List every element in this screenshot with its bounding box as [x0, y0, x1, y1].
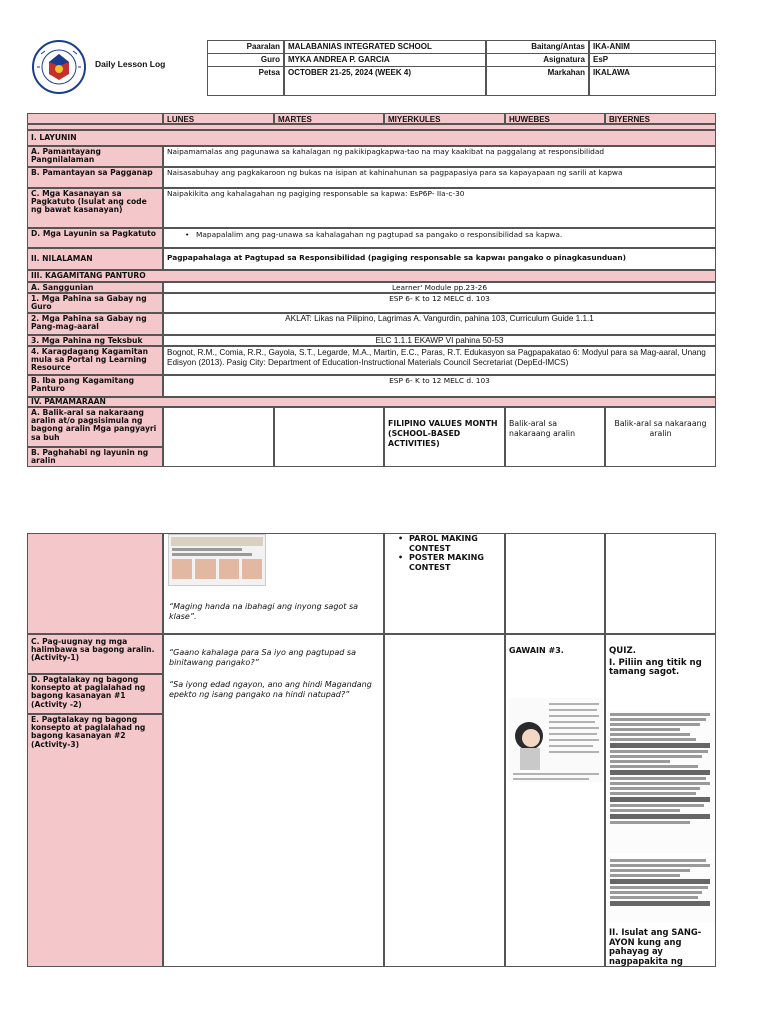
question-1: “Gaano kahalaga para Sa iyo ang pagtupad sa binitawang pangako?”: [169, 648, 356, 667]
date-label-cell: [207, 66, 284, 96]
row-ibapang-label: B. Iba pang Kagamitang Panturo: [31, 376, 135, 394]
biyernes-cell-1: [605, 407, 716, 467]
question-2: “Sa iyong edad ngayon, ano ang hindi Magandang epekto ng isang pangako na hindi natupad?”: [169, 680, 372, 699]
row-b-value-cell: [163, 167, 716, 188]
quarter-label: Markahan: [547, 68, 585, 77]
p2-huwebes-top: [505, 533, 605, 634]
school-label-cell: [207, 40, 284, 54]
parol-contest-item: • PAROL MAKING CONTEST: [395, 534, 501, 553]
quarter-value-cell: [589, 66, 716, 96]
row-c-value: Naipakikita ang kahalagahan ng pagiging responsable sa kapwa: EsP6P- IIa-c-30: [167, 189, 465, 198]
section-pamamaraan-label: IV. PAMAMARAAN: [31, 397, 106, 406]
filipino-values-month: FILIPINO VALUES MONTH (SCHOOL-BASED ACTIVITIES): [388, 419, 498, 448]
teacher-value: MYKA ANDREA P. GARCIA: [288, 55, 390, 64]
row-d-value: • Mapapalalim ang pag-unawa sa kahalagahan ng pagtupad sa pangako o responsibilidad sa kapwa.: [182, 231, 712, 240]
row-nilalaman-value-cell: [163, 248, 716, 270]
p2-row-d-label: D. Pagtalakay ng bagong konsepto at paglalahad ng bagong kasanayan #1 (Activity -2): [31, 675, 146, 709]
day-header-martes: [274, 113, 384, 124]
row-paghahabi-label: B. Paghahabi ng layunin ng aralin: [31, 448, 149, 466]
p2-row-e-label: E. Pagtalakay ng bagong konsepto at paglalahad ng bagong kasanayan #2 (Activity-3): [31, 715, 146, 749]
p2-label-cell-top: [27, 533, 163, 634]
row-sanggunian-label-cell: [27, 282, 163, 293]
day-label: LUNES: [167, 115, 195, 124]
row-c-label: C. Mga Kasanayan sa Pagkatuto (Isulat ang code ng bawat kasanayan): [31, 189, 147, 215]
row-karagdagan-value-cell: [163, 346, 716, 375]
subject-label: Asignatura: [543, 55, 585, 64]
row-d-label-cell: [27, 228, 163, 248]
row-d-label: D. Mga Layunin sa Pagkatuto: [31, 229, 157, 238]
p2-row-c-label: C. Pag-uugnay ng mga halimbawa sa bagong aralin. (Activity-1): [31, 637, 155, 663]
row-gabay-mag-label-cell: [27, 313, 163, 335]
activity-slide-thumbnail: [168, 534, 266, 586]
row-b-value: Naisasabuhay ang pagkakaroon ng bukas na isipan at kahinahunan sa pagpapasiya para sa kapayapaan ng sarili at kapwa: [167, 168, 623, 177]
grade-label-cell: [486, 40, 589, 54]
row-gabay-guro-label-cell: [27, 293, 163, 313]
p2-row-d-label-cell: [27, 674, 163, 714]
row-nilalaman-label-cell: [27, 248, 163, 270]
subject-label-cell: [486, 53, 589, 67]
miyerkules-cell-1: [384, 407, 505, 467]
day-label: BIYERNES: [609, 115, 650, 124]
row-gabay-mag-label: 2. Mga Pahina sa Gabay ng Pang-mag-aaral: [31, 314, 147, 332]
section-layunin: [27, 130, 716, 146]
row-sanggunian-label: A. Sanggunian: [31, 283, 94, 292]
section-kagamitan: [27, 270, 716, 282]
date-value: OCTOBER 21-25, 2024 (WEEK 4): [288, 68, 412, 77]
deped-logo: [29, 40, 89, 94]
section-pamamaraan: [27, 397, 716, 407]
quiz-questions-image-2: [607, 857, 715, 923]
row-teksbuk-value-cell: [163, 335, 716, 346]
quiz-questions-image: [607, 711, 715, 853]
huwebes-balik-aral: Balik-aral sa nakaraang aralin: [509, 419, 576, 438]
row-ibapang-label-cell: [27, 375, 163, 397]
school-value: MALABANIAS INTEGRATED SCHOOL: [288, 42, 432, 51]
day-header-lunes: [163, 113, 274, 124]
quiz-title: QUIZ.: [609, 646, 636, 656]
day-label: MIYERKULES: [388, 115, 441, 124]
section-layunin-label: I. LAYUNIN: [31, 133, 77, 142]
date-value-cell: [284, 66, 486, 96]
row-gabay-mag-value-cell: [163, 313, 716, 335]
row-b-label: B. Pamantayan sa Pagganap: [31, 168, 153, 177]
row-gabay-guro-value-cell: [163, 293, 716, 313]
day-header-miyerkules: [384, 113, 505, 124]
p2-miyerkules-top: [384, 533, 505, 634]
row-a-label-cell: [27, 146, 163, 167]
quiz-part-2: II. Isulat ang SANG-AYON kung ang pahayag ay nagpapakita ng: [609, 927, 702, 966]
date-label: Petsa: [258, 68, 280, 77]
lunes-cell-1: [163, 407, 274, 467]
grade-value-cell: [589, 40, 716, 54]
p2-row-c-label-cell: [27, 634, 163, 674]
gawain-label: GAWAIN #3.: [509, 646, 564, 655]
p2-miyerkules-body: [384, 634, 505, 967]
row-c-label-cell: [27, 188, 163, 228]
row-d-value-cell: [163, 228, 716, 248]
p2-lunes-martes-top: [163, 533, 384, 634]
p2-lunes-martes-body: [163, 634, 384, 967]
row-nilalaman-value: Pagpapahalaga at Pagtupad sa Responsibilidad (pagiging responsable sa kapwaı pangako o pinagkasunduan): [167, 253, 627, 262]
thumb-caption: “Maging handa na ibahagi ang inyong sagot sa klase”.: [169, 602, 359, 621]
row-karagdagan-label-cell: [27, 346, 163, 375]
row-ibapang-value: ESP 6- K to 12 MELC d. 103: [389, 376, 490, 385]
row-sanggunian-value: Learner' Module pp.23-26: [391, 283, 488, 292]
page-title: Daily Lesson Log: [95, 59, 166, 69]
row-gabay-mag-value: AKLAT: Likas na Pilipino, Lagrimas A. Vangurdin, pahina 103, Curriculum Guide 1.1.1: [285, 314, 594, 323]
teacher-label: Guro: [260, 55, 280, 64]
day-label: HUWEBES: [509, 115, 550, 124]
row-a-value-cell: [163, 146, 716, 167]
teacher-value-cell: [284, 53, 486, 67]
p2-biyernes-body: [605, 634, 716, 967]
p2-huwebes-body: [505, 634, 605, 967]
p2-biyernes-top: [605, 533, 716, 634]
huwebes-cell-1: [505, 407, 605, 467]
row-karagdagan-label: 4. Karagdagang Kagamitan mula sa Portal ng Learning Resource: [31, 347, 148, 373]
p2-row-e-label-cell: [27, 714, 163, 967]
quiz-part-1: I. Piliin ang titik ng tamang sagot.: [609, 657, 702, 678]
row-gabay-guro-value: ESP 6- K to 12 MELC d. 103: [389, 294, 490, 303]
row-gabay-guro-label: 1. Mga Pahina sa Gabay ng Guro: [31, 294, 147, 312]
section-kagamitan-label: III. KAGAMITANG PANTURO: [31, 271, 146, 280]
teacher-label-cell: [207, 53, 284, 67]
row-a-value: Naipamamalas ang pagunawa sa kahalagan ng pakikipagkapwa-tao na may kaakibat na paggalang at responsibilidad: [167, 147, 605, 156]
quarter-value: IKALAWA: [593, 68, 630, 77]
row-paghahabi-label-cell: [27, 447, 163, 467]
gawain-worksheet-image: [509, 698, 603, 782]
row-c-value-cell: [163, 188, 716, 228]
row-b-label-cell: [27, 167, 163, 188]
day-header-biyernes: [605, 113, 716, 124]
row-sanggunian-value-cell: [163, 282, 716, 293]
day-label: MARTES: [278, 115, 312, 124]
row-ibapang-value-cell: [163, 375, 716, 397]
subject-value: EsP: [593, 55, 609, 64]
row-teksbuk-label: 3. Mga Pahina ng Teksbuk: [31, 336, 143, 345]
quarter-label-cell: [486, 66, 589, 96]
school-label: Paaralan: [246, 42, 280, 51]
row-balik-label-cell: [27, 407, 163, 447]
grade-value: IKA-ANIM: [593, 42, 630, 51]
row-a-label: A. Pamantayang Pangnilalaman: [31, 147, 101, 165]
corner-cell: [27, 113, 163, 124]
row-karagdagan-value: Bognot, R.M., Comia, R.R., Gayola, S.T., Legarde, M.A., Martin, E.C., Paras, R.T. Edukasyon sa Pagpapakatao 6: Modyul para sa Mag-aaral, Unang Edisyon (2013). Pasig City: Department of Education-Instructional Materials Council Secretariat (DepEd-IMCS): [167, 348, 706, 367]
school-value-cell: [284, 40, 486, 54]
day-header-huwebes: [505, 113, 605, 124]
grade-label: Baitang/Antas: [531, 42, 585, 51]
row-nilalaman-label: II. NILALAMAN: [31, 254, 93, 263]
row-teksbuk-label-cell: [27, 335, 163, 346]
poster-contest-item: • POSTER MAKING CONTEST: [395, 553, 501, 572]
row-balik-label: A. Balik-aral sa nakaraang aralin at/o pagsisimula ng bagong aralin Mga pangyayri sa buh: [31, 408, 157, 442]
row-teksbuk-value: ELC 1.1.1 EKAWP VI pahina 50-53: [375, 336, 504, 345]
martes-cell-1: [274, 407, 384, 467]
biyernes-balik-aral: Balik-aral sa nakaraang aralin: [614, 419, 707, 438]
subject-value-cell: [589, 53, 716, 67]
